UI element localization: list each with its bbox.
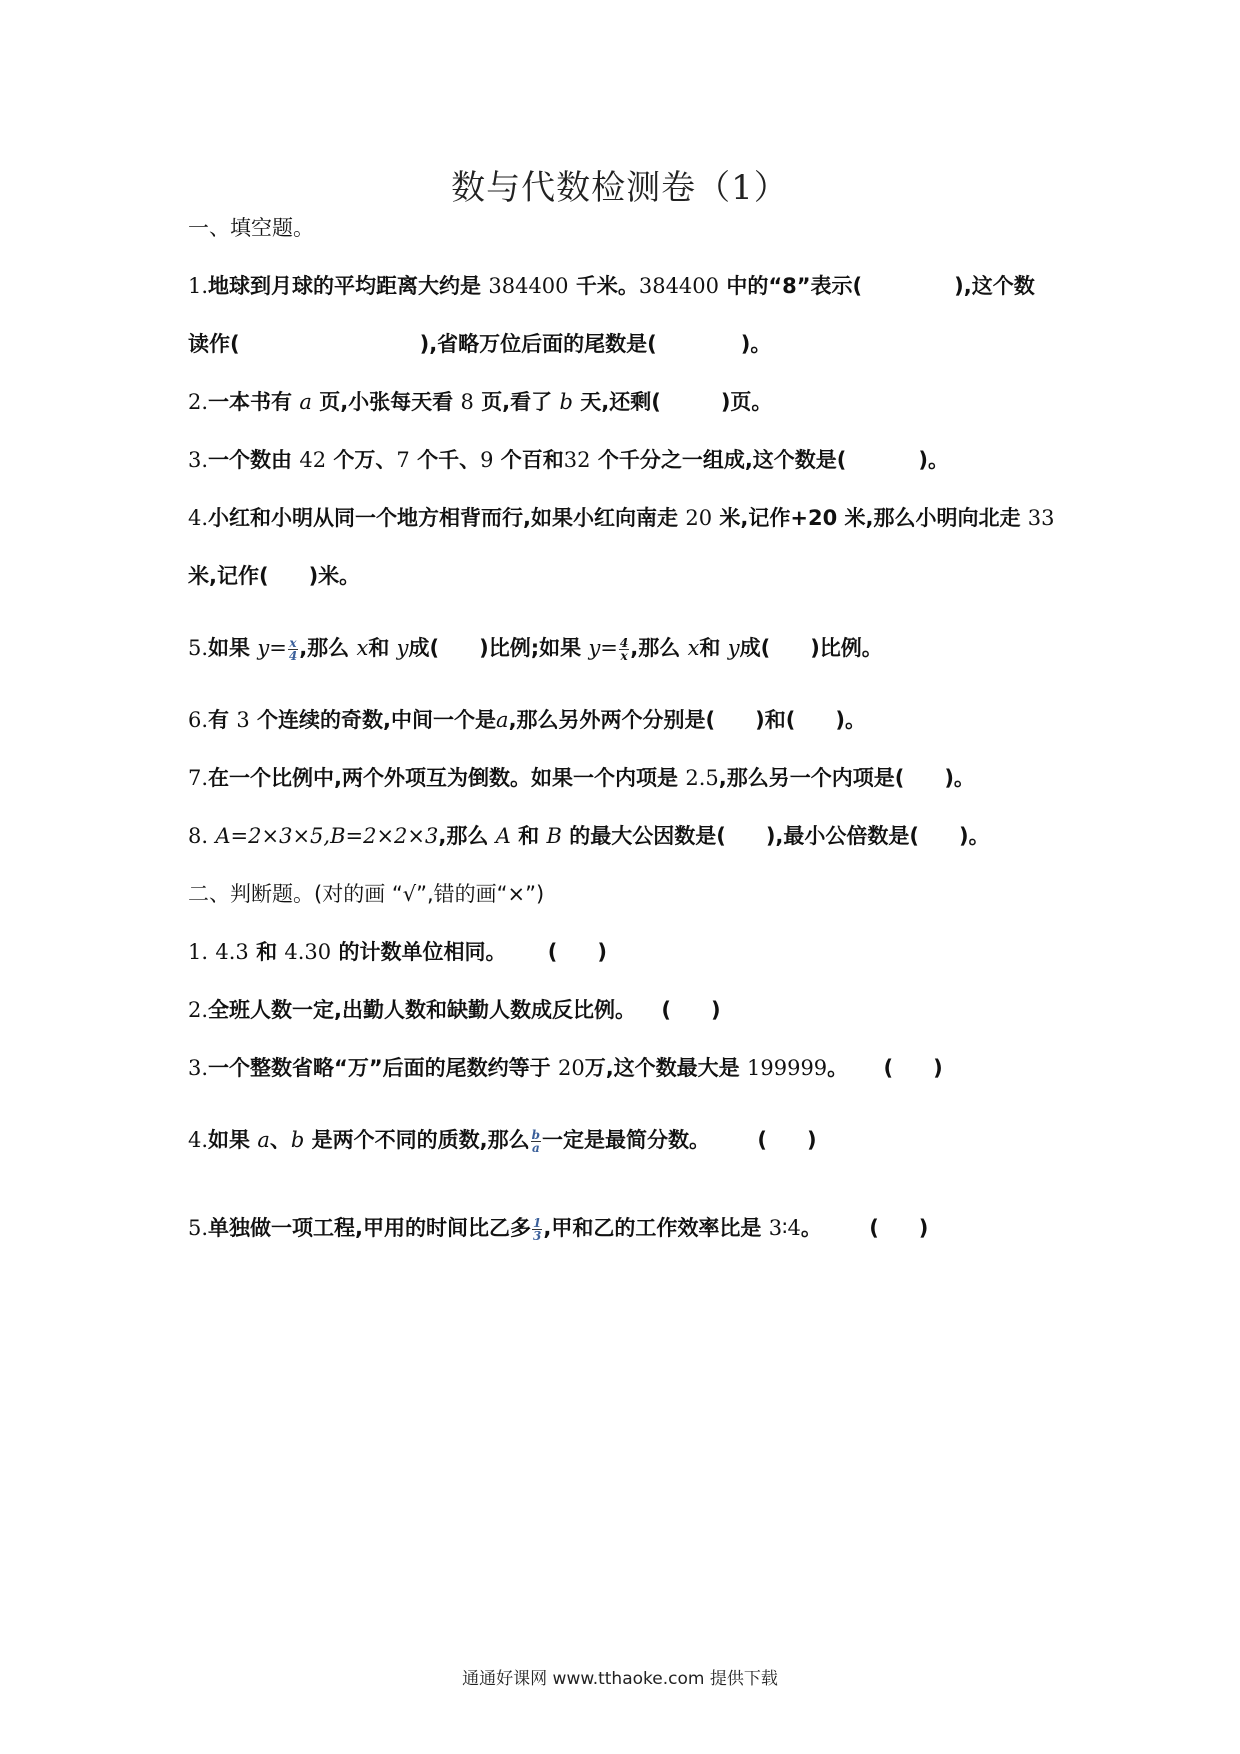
answer-bracket[interactable]: ( ) (869, 1216, 929, 1240)
answer-bracket[interactable]: ( ) (883, 1056, 943, 1080)
fill-question-8: 8. A=2×3×5,B=2×2×3,那么 A 和 B 的最大公因数是( ),最小公倍数是( )。 (188, 824, 990, 848)
fill-question-1: 1.地球到月球的平均距离大约是 384400 千米。384400 中的“8”表示( ),这个数 (188, 274, 1035, 298)
judge-question-4: 4.如果 a、b 是两个不同的质数,那么 $\frac{b}{a}$ 一定是最简分数。 ( ) (188, 1127, 817, 1155)
fill-question-5: 5.如果 y= $\frac{x}{4}$ ,那么 x和 y成( )比例;如果 y= $\frac{4}{x}$ ,那么 x和 y成( )比例。 (188, 635, 883, 663)
fill-question-1-cont: 读作( ),省略万位后面的尾数是( )。 (188, 332, 772, 356)
judge-question-2: 2.全班人数一定,出勤人数和缺勤人数成反比例。 ( ) (188, 998, 721, 1022)
fill-question-3: 3.一个数由 42 个万、7 个千、9 个百和32 个千分之一组成,这个数是( )。 (188, 448, 950, 472)
answer-bracket[interactable]: ( ) (661, 998, 721, 1022)
fraction-x-over-4: $\frac{x}{4}$ (288, 635, 298, 663)
fraction-4-over-x: $\frac{4}{x}$ (619, 635, 629, 663)
page-title: 数与代数检测卷（1） (451, 168, 789, 208)
fill-question-6: 6.有 3 个连续的奇数,中间一个是a,那么另外两个分别是( )和( )。 (188, 708, 866, 732)
fraction-1-over-3: $\frac{1}{3}$ (533, 1215, 542, 1243)
judge-question-3: 3.一个整数省略“万”后面的尾数约等于 20万,这个数最大是 199999。 ( ) (188, 1056, 943, 1080)
judge-question-5: 5.单独做一项工程,甲用的时间比乙多 $\frac{1}{3}$ ,甲和乙的工作效率比是 3∶4。 ( ) (188, 1215, 929, 1243)
judge-question-1: 1. 4.3 和 4.30 的计数单位相同。 ( ) (188, 940, 607, 964)
answer-bracket[interactable]: ( ) (547, 940, 607, 964)
section-fill-heading: 一、填空题。 (188, 216, 314, 240)
page-footer: 通通好课网 www.tthaoke.com 提供下载 (462, 1669, 778, 1689)
fill-question-2: 2.一本书有 a 页,小张每天看 8 页,看了 b 天,还剩( )页。 (188, 390, 773, 414)
fill-question-4-cont: 米,记作( )米。 (188, 564, 361, 588)
section-judge-heading: 二、判断题。(对的画 “√”,错的画“×”) (188, 882, 545, 906)
fraction-b-over-a: $\frac{b}{a}$ (531, 1127, 541, 1155)
fill-question-7: 7.在一个比例中,两个外项互为倒数。如果一个内项是 2.5,那么另一个内项是( )。 (188, 766, 975, 790)
answer-bracket[interactable]: ( ) (757, 1128, 817, 1152)
fill-question-4: 4.小红和小明从同一个地方相背而行,如果小红向南走 20 米,记作+20 米,那么小明向北走 33 (188, 506, 1055, 530)
